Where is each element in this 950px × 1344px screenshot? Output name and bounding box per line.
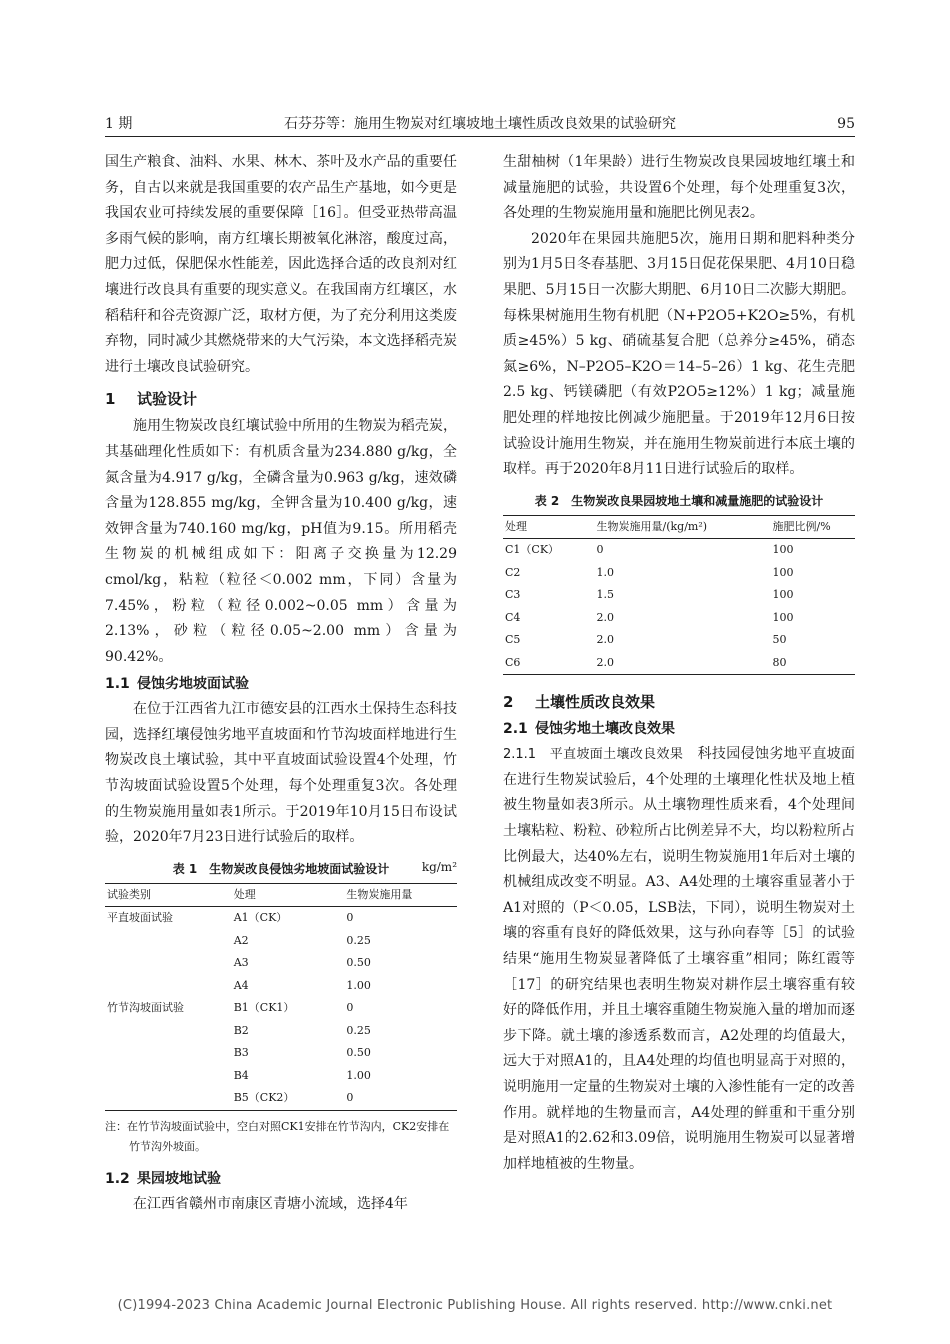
table-header-cell: 处理 bbox=[505, 519, 527, 533]
table-cell bbox=[105, 1065, 232, 1088]
table-cell: 0.25 bbox=[346, 1023, 371, 1037]
table-cell: B2 bbox=[233, 1023, 249, 1037]
table-cell: 2.0 bbox=[596, 610, 615, 624]
table-cell: 100 bbox=[772, 543, 794, 557]
table-2-caption-row bbox=[503, 491, 855, 511]
table-cell: 1.0 bbox=[596, 565, 615, 579]
table-row bbox=[503, 652, 855, 675]
section-number: 2 bbox=[503, 693, 514, 712]
table-cell: 80 bbox=[772, 655, 787, 669]
table-row bbox=[105, 1065, 457, 1088]
table-cell: 2.0 bbox=[596, 655, 615, 669]
section-1-1-heading bbox=[105, 672, 457, 697]
table-header-cell: 施肥比例/% bbox=[772, 519, 831, 533]
intro-paragraph-continued: 国生产粮食、油料、水果、林木、茶叶及水产品的重要任务，自古以来就是我国重要的农产品生产基地，如今更是我国农业可持续发展的重要保障［16］。但受亚热带高温多雨气候的影响，南方红壤长期被氧化淋溶，酸度过高，肥力过低，保肥保水性能差，因此选择合适的改良剂对红壤进行改良具有重要的现实意义。在我国南方红壤区，水稻秸秆和谷壳资源广泛，取材方便，为了充分利用这类废弃物，同时减少其燃烧带来的大气污染，本文选择稻壳炭进行土壤改良试验研究。 bbox=[105, 154, 457, 375]
table-cell: C3 bbox=[505, 588, 521, 602]
table-row bbox=[105, 997, 457, 1020]
table-cell bbox=[105, 1042, 232, 1065]
section-number: 2.1 bbox=[503, 721, 528, 738]
table-cell: 0 bbox=[346, 911, 354, 925]
table-cell bbox=[105, 952, 232, 975]
table-header-cell: 处理 bbox=[233, 887, 256, 901]
issue-number: 1 期 bbox=[105, 116, 133, 132]
table-row bbox=[503, 607, 855, 630]
table-row bbox=[503, 562, 855, 585]
section-number: 1.2 bbox=[105, 1170, 130, 1187]
table-cell: A2 bbox=[233, 933, 249, 947]
section-number: 1.1 bbox=[105, 676, 130, 693]
table-row bbox=[105, 975, 457, 998]
table-row bbox=[503, 584, 855, 607]
section-title: 试验设计 bbox=[137, 390, 198, 409]
subsection-2-1-1-text: 科技园侵蚀劣地平直坡面在进行生物炭试验后，4个处理的土壤理化性状及地上植被生物量如表3所示。从土壤物理性质来看，4个处理间土壤粘粒、粉粒、砂粒所占比例差异不大，均以粉粒所占比例最大，达40%左右，说明生物炭施用1年后对土壤的机械组成改变不明显。A3、A4处理的土壤容重显著小于A1对照的（P＜0.05，LSB法，下同），说明生物炭对土壤的容重有良好的降低效果，这与孙向春等［5］的试验结果“施用生物炭显著降低了土壤容重”相同；陈红霞等［17］的研究结果也表明生物炭对耕作层土壤容重有较好的降低作用，并且土壤容重随生物炭施入量的增加而逐步下降。就土壤的渗透系数而言，A2处理的均值最大，远大于对照A1的，且A4处理的均值也明显高于对照的，说明施用一定量的生物炭对土壤的入渗性能有一定的改善作用。就样地的生物量而言，A4处理的鲜重和干重分别是对照A1的2.62和3.09倍，说明施用生物炭可以显著增加样地植被的生物量。 bbox=[503, 746, 856, 1172]
table-cell: 0 bbox=[346, 1091, 354, 1105]
table-cell: 100 bbox=[772, 610, 794, 624]
table-row bbox=[105, 1042, 457, 1065]
table-cell: B4 bbox=[233, 1068, 249, 1082]
table-row bbox=[503, 629, 855, 652]
table-cell bbox=[105, 930, 232, 953]
table-cell bbox=[105, 1020, 232, 1043]
table-1-caption: 表 1 生物炭改良侵蚀劣地坡面试验设计 bbox=[172, 861, 390, 876]
table-cell bbox=[105, 975, 232, 998]
table-row bbox=[105, 952, 457, 975]
section-title: 果园坡地试验 bbox=[137, 1170, 221, 1187]
section-title: 侵蚀劣地坡面试验 bbox=[137, 676, 249, 693]
section-1-paragraph: 施用生物炭改良红壤试验中所用的生物炭为稻壳炭，其基础理化性质如下：有机质含量为234.880 g/kg，全氮含量为4.917 g/kg，全磷含量为0.963 g/kg，速效磷含量为128.855 mg/kg，全钾含量为10.400 g/kg，速效钾含量为740.160 mg/kg，pH值为9.15。所用稻壳生物炭的机械组成如下：阳离子交换量为12.29 cmol/kg，粘粒（粒径＜0.002 mm，下同）含量为7.45%，粉粒（粒径0.002~0.05 mm）含量为2.13%，砂粒（粒径0.05~2.00 mm）含量为90.42%。 bbox=[105, 418, 457, 665]
section-1-heading bbox=[105, 386, 457, 412]
table-cell: 0 bbox=[346, 1001, 354, 1015]
table-cell: 0.25 bbox=[346, 933, 371, 947]
table-cell: 1.00 bbox=[346, 1068, 371, 1082]
right-column bbox=[503, 150, 855, 1177]
section-1-1-paragraph: 在位于江西省九江市德安县的江西水土保持生态科技园，选择红壤侵蚀劣地平直坡面和竹节沟坡面样地进行生物炭改良土壤试验，其中平直坡面试验设置4个处理，竹节沟坡面试验设置5个处理，每个处理重复3次。各处理的生物炭施用量如表1所示。于2019年10月15日布设试验，2020年7月23日进行试验后的取样。 bbox=[105, 701, 457, 846]
table-header-cell: 试验类别 bbox=[107, 887, 151, 901]
table-1 bbox=[105, 883, 457, 1111]
table-header-row bbox=[503, 515, 855, 539]
section-1-2-heading bbox=[105, 1167, 457, 1192]
section-1-2-paragraph-continued: 生甜柚树（1年果龄）进行生物炭改良果园坡地红壤土和减量施肥的试验，共设置6个处理，每个处理重复3次，各处理的生物炭施用量和施肥比例见表2。 bbox=[503, 154, 855, 222]
section-2-1-heading bbox=[503, 717, 855, 742]
section-1-2-paragraph: 在江西省赣州市南康区青塘小流域，选择4年 bbox=[133, 1195, 408, 1212]
table-cell: B5（CK2） bbox=[233, 1091, 295, 1105]
table-cell: 平直坡面试验 bbox=[107, 911, 173, 925]
table-cell: 50 bbox=[772, 633, 787, 647]
table-cell: 1.5 bbox=[596, 588, 615, 602]
left-column bbox=[105, 150, 457, 1217]
fertilization-paragraph: 2020年在果园共施肥5次，施用日期和肥料种类分别为1月5日冬春基肥、3月15日促花保果肥、4月10日稳果肥、5月15日一次膨大期肥、6月10日二次膨大期肥。每株果树施用生物有机肥（N+P2O5+K2O≥5%，有机质≥45%）5 kg、硝硫基复合肥（总养分≥45%，硝态氮≥6%，N–P2O5–K2O＝14–5–26）1 kg、花生壳肥2.5 kg、钙镁磷肥（有效P2O5≥12%）1 kg；减量施肥处理的样地按比例减少施肥量。于2019年12月6日按试验设计施用生物炭，并在施用生物炭前进行本底土壤的取样。再于2020年8月11日进行试验后的取样。 bbox=[503, 230, 855, 478]
table-cell: 1.00 bbox=[346, 978, 371, 992]
table-cell: C5 bbox=[505, 633, 521, 647]
table-1-unit: kg/m² bbox=[421, 859, 457, 874]
table-cell: C6 bbox=[505, 655, 521, 669]
table-cell: 100 bbox=[772, 588, 794, 602]
table-row bbox=[105, 930, 457, 953]
subsection-2-1-1-label: 2.1.1 平直坡面土壤改良效果 bbox=[503, 747, 684, 763]
table-row bbox=[105, 907, 457, 930]
table-row bbox=[503, 539, 855, 562]
table-row bbox=[105, 1020, 457, 1043]
copyright-footer: (C)1994-2023 China Academic Journal Electronic Publishing House. All rights reserved. http://www.cnki.net bbox=[117, 1298, 833, 1313]
table-1-note: 注：在竹节沟坡面试验中，空白对照CK1安排在竹节沟内，CK2安排在竹节沟外坡面。 bbox=[105, 1119, 450, 1153]
table-cell: 竹节沟坡面试验 bbox=[107, 1001, 184, 1015]
table-cell: C2 bbox=[505, 565, 521, 579]
table-cell: B3 bbox=[233, 1046, 249, 1060]
section-title: 土壤性质改良效果 bbox=[535, 693, 656, 712]
table-cell: A1（CK） bbox=[233, 911, 288, 925]
table-cell: C1（CK） bbox=[505, 543, 560, 557]
section-title: 侵蚀劣地土壤改良效果 bbox=[535, 721, 675, 738]
table-cell: C4 bbox=[505, 610, 521, 624]
table-2-caption: 表 2 生物炭改良果园坡地土壤和减量施肥的试验设计 bbox=[534, 493, 824, 508]
section-2-1-1-paragraph bbox=[503, 742, 855, 1177]
running-header bbox=[105, 112, 855, 137]
running-title: 石芬芬等：施用生物炭对红壤坡地土壤性质改良效果的试验研究 bbox=[284, 116, 676, 132]
table-header-cell: 生物炭施用量/(kg/m²) bbox=[596, 519, 708, 533]
table-header-cell: 生物炭施用量 bbox=[346, 887, 413, 901]
table-cell: B1（CK1） bbox=[233, 1001, 295, 1015]
section-number: 1 bbox=[105, 390, 116, 409]
table-header-row bbox=[105, 883, 457, 907]
table-1-caption-row bbox=[105, 859, 457, 879]
table-cell: 100 bbox=[772, 565, 794, 579]
table-row bbox=[105, 1087, 457, 1110]
table-2 bbox=[503, 515, 855, 676]
page-number: 95 bbox=[837, 116, 855, 132]
table-cell: 0.50 bbox=[346, 1046, 371, 1060]
table-cell: A4 bbox=[233, 978, 249, 992]
section-2-heading bbox=[503, 689, 855, 715]
table-cell bbox=[105, 1087, 232, 1110]
table-cell: 0.50 bbox=[346, 956, 371, 970]
table-cell: 2.0 bbox=[596, 633, 615, 647]
table-cell: 0 bbox=[596, 543, 604, 557]
table-cell: A3 bbox=[233, 956, 249, 970]
